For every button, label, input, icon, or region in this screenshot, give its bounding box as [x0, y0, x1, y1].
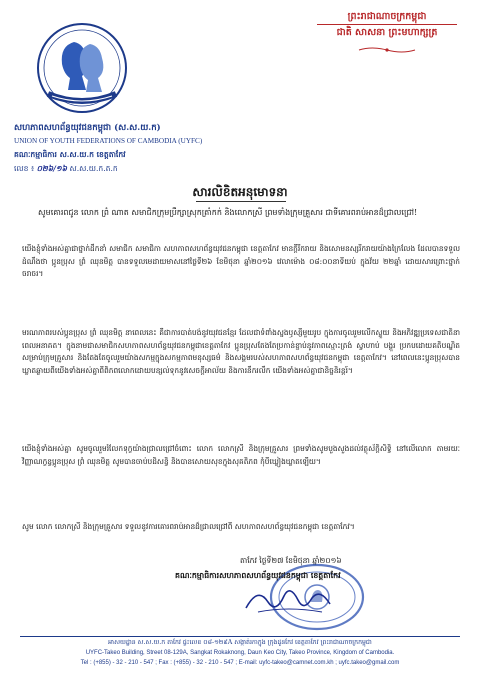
header-rule	[317, 24, 457, 25]
kingdom-title: ព្រះរាជាណាចក្រកម្ពុជា	[347, 11, 427, 22]
paragraph-1: យើងខ្ញុំទាំងអស់គ្នាជាថ្នាក់ដឹកនាំ សមាជិក សមាជិកា សហភាពសហព័ន្ធយុវជនកម្ពុជា ខេត្តតាកែវ មានក្តីរីករាយ និងសោមនស្សរីករាយយ៉ាងក្រៃលែង ដែលបានទទួលដំណឹងថា ប្អូនប្រុស ព្រំ ឈុនមិត្ត បានទទួលមេដាយមាសនៅថ្ងៃទី២៦ ខែមិថុនា ឆ្នាំ២០១៦ វេលាម៉ោង ០៨:០០នាទីយប់ ក្នុងវ័យ ២២ឆ្នាំ ដោយសារព្រោះថ្នាក់ចរាចរ។	[22, 244, 460, 279]
footer-rule	[20, 636, 460, 637]
ref-number-handwritten: ០២៦/១៦	[36, 164, 68, 173]
org-name-khmer: សហភាពសហព័ន្ធយុវជនកម្ពុជា (ស.ស.យ.ក)	[14, 123, 161, 133]
ref-suffix: ស.ស.យ.ក.ត.ក	[69, 164, 118, 173]
uyfc-logo-icon	[34, 20, 130, 116]
signer-title: គណៈកម្មាធិការសហភាពសហព័ន្ធយុវជនកម្ពុជា ខេត្តតាកែវ	[175, 571, 341, 580]
committee-name: គណៈកម្មាធិការ ស.ស.យ.ក ខេត្តតាកែវ	[14, 150, 126, 159]
reference-number	[14, 164, 118, 175]
footer-address-english: UYFC-Takeo Building, Street 08-129A, Sangkat Rokaknong, Daun Keo City, Takeo Province, Kingdom of Cambodia.	[85, 650, 395, 656]
letter-date: តាកែវ ថ្ងៃទី២៧ ខែមិថុនា ឆ្នាំ២០១៦	[240, 556, 342, 565]
kingdom-motto: ជាតិ សាសនា ព្រះមហាក្សត្រ	[336, 27, 438, 38]
signature-icon	[238, 578, 338, 620]
ornament-icon	[357, 46, 417, 54]
org-name-english: UNION OF YOUTH FEDERATIONS OF CAMBODIA (UYFC)	[14, 137, 203, 145]
kingdom-header	[312, 10, 462, 58]
footer-address-khmer: អាសយដ្ឋាន ស.ស.យ.ក តាកែវ ផ្ទះលេខ ០៨-១២៩A សង្កាត់រកាក្នុង ក្រុងដូនកែវ ខេត្តតាកែវ ព្រះរាជាណាចក្រកម្ពុជា	[108, 639, 372, 646]
ref-prefix: លេខ ៖	[14, 164, 35, 173]
paragraph-4: សូម លោក លោកស្រី និងក្រុមគ្រួសារ ទទួលនូវការគោរពរាប់អានដ៏ជ្រាលជ្រៅពី សហភាពសហព័ន្ធយុវជនកម្ពុជា ខេត្តតាកែវ។	[22, 522, 355, 531]
letter-title: សារលិខិតអនុមោទនា	[192, 185, 288, 199]
title-underline	[196, 201, 286, 202]
footer-contact: Tel : (+855) - 32 - 210 - 547 ; Fax : (+855) - 32 - 210 - 547 ; E-mail: uyfc-takeo@camnet.com.kh ; uyfc.takeo@gmail.com	[80, 660, 400, 666]
paragraph-3: យើងខ្ញុំទាំងអស់គ្នា សូមចូលរួមរំលែកទុក្ខយ៉ាងជ្រាលជ្រៅចំពោះ លោក លោកស្រី និងក្រុមគ្រួសារ ព្រមទាំងសូមបួងសួងដល់វត្ថុស័ក្តិសិទ្ធិ នៅលើលោក តាមរយៈវិញ្ញាណក្ខន្ធប្អូនប្រុស ព្រំ ឈុនមិត្ត សូមបានចាប់បដិសន្ធិ និងបានសោយសុខក្នុងសុគតិភព កុំបីឃ្លៀងឃ្លាតឡើយ។	[22, 444, 460, 466]
paragraph-2: មរណភាពរបស់ប្អូនប្រុស ព្រំ ឈុនមិត្ត នាពេលនេះ គឺជាការបាត់បង់នូវយុវជនខ្មែរ ដែលជាទំពាំងស្នងឫស្សីមួយរូប ក្នុងការចូលរួមលើកស្ទួយ និងអភិវឌ្ឍប្រទេសជាតិនាពេលអនាគត។ ក្នុងនាមជាសមាជិកសហភាពសហព័ន្ធយុវជនកម្ពុជាខេត្តតាកែវ ប្អូនប្រុសតែងតែប្រកាន់ខ្ជាប់នូវភាពស្មោះត្រង់ ស្វាហាប់ បង្គួរ ប្រកបដោយគតិបណ្ឌិតសម្រាប់ក្រុមគ្រួសារ និងតែងតែចូលរួមយ៉ាងសកម្មក្នុងសកម្មភាពមនុស្សធម៌ និងសង្គមរបស់សហភាពសហព័ន្ធយុវជនកម្ពុជា ខេត្តតាកែវ។ នៅពេលនេះប្អូនប្រុសបានឃ្លាតឆ្ងាយពីយើងទាំងអស់គ្នាពីពិភពលោកដោយបន្សល់ទុកនូវសេចក្តីអាល័យ និងការនឹករលឹក យើងទាំងអស់គ្នាជានិច្ចនិរន្តរ៍។	[22, 328, 460, 375]
letter-salutation: សូមគោរពជូន លោក ព្រំ ណាត សមាជិកក្រុមប្រឹក្សាស្រុកត្រាំកក់ និងលោកស្រី ព្រមទាំងក្រុមគ្រួសារ ជាទីគោរពរាប់អានដ៏ជ្រាលជ្រៅ!	[38, 208, 418, 217]
